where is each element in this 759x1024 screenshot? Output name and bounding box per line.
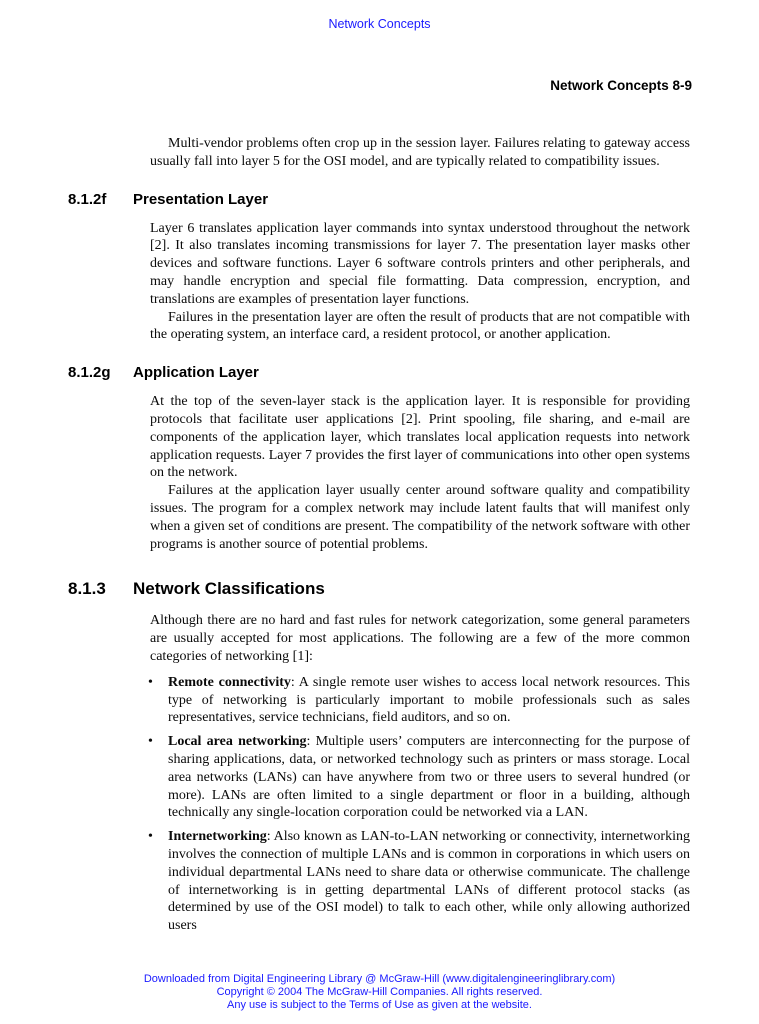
section-heading-presentation-layer [68,191,690,208]
paragraph-intro: Multi-vendor problems often crop up in the session layer. Failures relating to gateway access usually fall into layer 5 for the OSI model, and are typically related to compatibility issues. [150,136,690,169]
section-title: Network Classifications [133,579,325,599]
bullet-term: Local area networking [168,734,307,750]
list-item-local-area-networking [148,733,690,822]
paragraph: At the top of the seven-layer stack is the application layer. It is responsible for providing protocols that facilitate user applications [2]. Print spooling, file sharing, and e-mail are components of the application layer, which translates local application requests into network application requests. Layer 7 provides the first layer of communications into other open systems on the network. [150,394,690,481]
footer-download-link[interactable]: Downloaded from Digital Engineering Library @ McGraw-Hill (www.digitalengineeringlibrary.com) [143,973,616,985]
section-heading-application-layer [68,364,690,381]
bullet-body: : A single remote user wishes to access local network resources. This type of networking is particularly important to mobile professionals such as sales representatives, service technicians, field auditors, and so on. [168,674,690,726]
page-header-label: Network Concepts 8-9 [550,78,692,93]
paragraph: Failures at the application layer usually center around software quality and compatibility issues. The program for a complex network may include latent faults that will manifest only when a given set of conditions are present. The compatibility of the network software with other programs is another source of potential problems. [150,483,690,552]
section-number: 8.1.3 [68,579,106,599]
footer-copyright: Copyright © 2004 The McGraw-Hill Companies. All rights reserved. [216,986,543,999]
list-item-remote-connectivity [148,674,690,727]
paragraph: Failures in the presentation layer are often the result of products that are not compatible with the operating system, an interface card, a resident protocol, or another application. [150,309,690,343]
paragraph: Layer 6 translates application layer commands into syntax understood throughout the network [2]. It also translates incoming transmissions for layer 7. The presentation layer masks other devices and software functions. Layer 6 software controls printers and other peripherals, and may handle encryption and special file formatting. Data compression, encryption, and translations are examples of presentation layer functions. [150,220,690,307]
bullet-text [168,828,690,935]
bullet-term: Remote connectivity [168,674,291,690]
bullet-marker-icon: • [148,734,153,750]
bullet-list [150,674,690,935]
page-footer [0,973,759,1013]
section-number: 8.1.2f [68,190,107,208]
bullet-term: Internetworking [168,829,267,845]
section-title: Application Layer [133,364,259,382]
footer-terms-link[interactable]: Any use is subject to the Terms of Use as given at the website. [227,999,532,1012]
paragraph: Although there are no hard and fast rules for network categorization, some general parameters are usually accepted for most applications. The following are a few of the more common categories of networking [1]: [150,613,690,664]
bullet-marker-icon: • [148,829,153,845]
bullet-text [168,733,690,822]
list-item-internetworking [148,828,690,935]
bullet-body: : Also known as LAN-to-LAN networking or connectivity, internetworking involves the connection of multiple LANs and is common in corporations in which users on individual departmental LANs need to share data or otherwise communicate. The challenge of internetworking is in getting departmental LANs of different protocol stacks (as determined by use of the OSI model) to talk to each other, while only allowing authorized users [168,829,690,934]
section-number: 8.1.2g [68,364,111,382]
section-title: Presentation Layer [133,190,269,208]
section-heading-network-classifications [68,579,690,599]
bullet-marker-icon: • [148,674,153,690]
page-content [68,135,690,935]
running-header-link[interactable]: Network Concepts [328,17,431,31]
bullet-body: : Multiple users’ computers are interconnecting for the purpose of sharing applications, data, or networked technology such as printers or mass storage. Local area networks (LANs) can have anywhere from two or three users to several hundred (or more). LANs are often limited to a single department or floor in a building, although technically any single-location corporation could be networked via a LAN. [168,734,690,821]
bullet-text [168,674,690,727]
